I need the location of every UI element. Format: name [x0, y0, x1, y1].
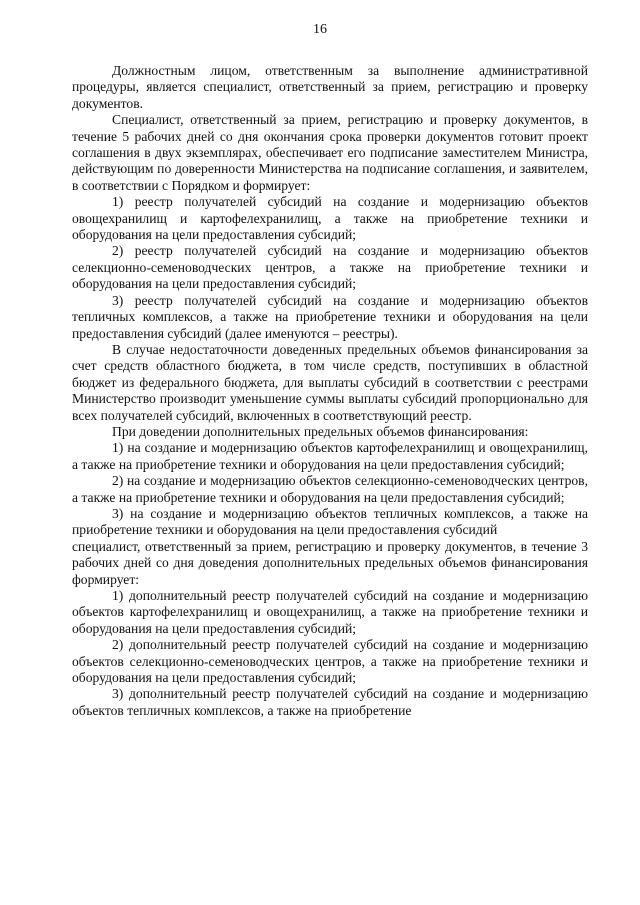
paragraph-insufficient-funding: В случае недостаточности доведенных предельных объемов финансирования за счет средств областного бюджета, в том числе средств, поступивших в областной бюджет из федерального бюджета, для выплаты субсидий в соответствии с реестрами Министерство производит уменьшение суммы выплаты субсидий пропорционально для всех получателей субсидий, включенных в соответствующий реестр. — [72, 341, 588, 423]
paragraph-additional-funding: При доведении дополнительных предельных объемов финансирования: — [112, 423, 529, 439]
list-item-registry-vegetable-storage: 1) реестр получателей субсидий на создание и модернизацию объектов овощехранилищ и картофелехранилищ, а также на приобретение техники и оборудования на цели предоставления субсидий; — [72, 194, 588, 243]
page-number: 16 — [313, 22, 327, 37]
list-item-additional-registry-greenhouse: 3) дополнительный реестр получателей субсидий на создание и модернизацию объектов тепличных комплексов, а также на приобретение — [72, 686, 588, 718]
list-item-registry-greenhouses: 3) реестр получателей субсидий на создание и модернизацию объектов тепличных комплексов, а также на приобретение техники и оборудования на цели предоставления субсидий (далее именуются – реестры). — [72, 292, 588, 341]
paragraph-specialist-forms: специалист, ответственный за прием, регистрацию и проверку документов, в течение 3 рабочих дней со дня доведения дополнительных предельных объемов финансирования формирует: — [72, 538, 588, 587]
paragraph-specialist-agreement: Специалист, ответственный за прием, регистрацию и проверку документов, в течение 5 рабочих дней со дня окончания срока проверки документов готовит проект соглашения в двух экземплярах, обеспечивает его подписание заместителем Министра, действующим по доверенности Министерства на подписание соглашения, и заявителем, в соответствии с Порядком и формирует: — [72, 112, 588, 193]
list-item-funding-greenhouses: 3) на создание и модернизацию объектов тепличных комплексов, а также на приобретение техники и оборудования на цели предоставления субсидий — [72, 505, 588, 538]
list-item-registry-seed-centers: 2) реестр получателей субсидий на создание и модернизацию объектов селекционно-семеноводческих центров, а также на приобретение техники и оборудования на цели предоставления субсидий; — [72, 243, 588, 292]
list-item-funding-seed-centers: 2) на создание и модернизацию объектов селекционно-семеноводческих центров, а также на приобретение техники и оборудования на цели предоставления субсидий; — [72, 473, 588, 505]
paragraph-responsible-official: Должностным лицом, ответственным за выполнение административной процедуры, является специалист, ответственный за прием, регистрацию и проверку документов. — [72, 63, 588, 111]
list-item-additional-registry-potato: 1) дополнительный реестр получателей субсидий на создание и модернизацию объектов картофелехранилищ и овощехранилищ, а также на приобретение техники и оборудования на цели предоставления субсидий; — [72, 588, 588, 636]
list-item-additional-registry-seed: 2) дополнительный реестр получателей субсидий на создание и модернизацию объектов селекционно-семеноводческих центров, а также на приобретение техники и оборудования на цели предоставления субсидий; — [72, 637, 588, 686]
list-item-funding-potato-storage: 1) на создание и модернизацию объектов картофелехранилищ и овощехранилищ, а также на приобретение техники и оборудования на цели предоставления субсидий; — [72, 440, 588, 472]
document-body — [72, 63, 588, 719]
